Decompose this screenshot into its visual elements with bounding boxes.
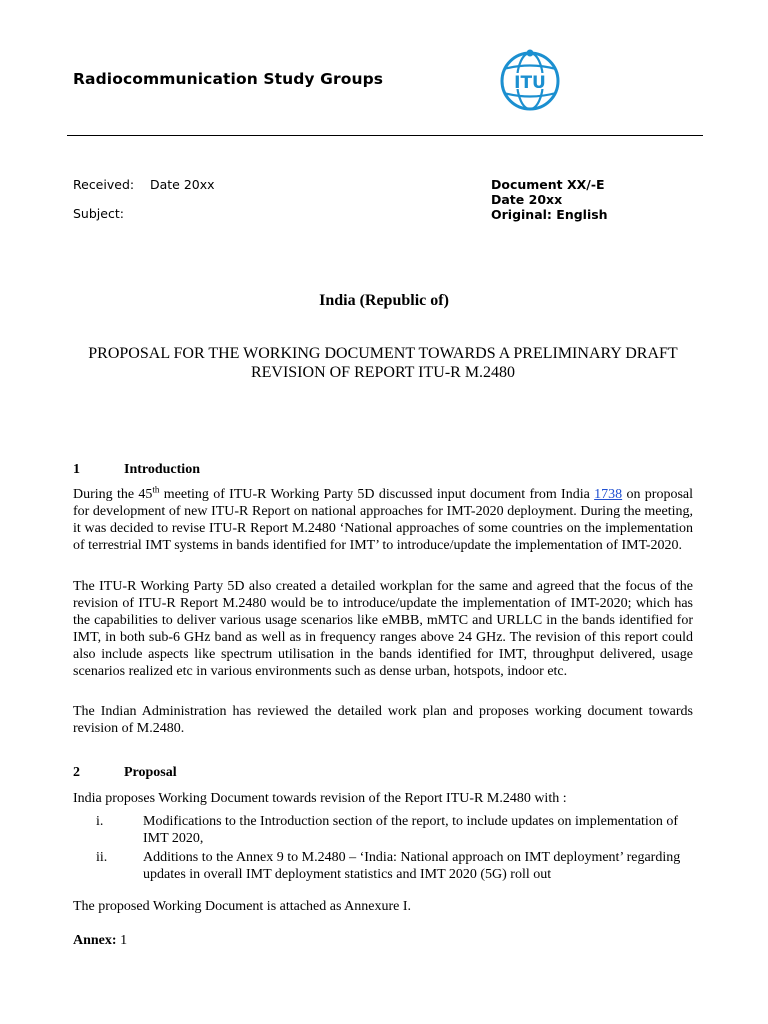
document-date: Date 20xx <box>491 192 563 207</box>
section-2-title: Proposal <box>124 765 177 780</box>
meta-right <box>491 177 608 222</box>
logo-text: ITU <box>514 73 546 93</box>
section-2-heading <box>73 765 177 781</box>
intro-paragraph-3: The Indian Administration has reviewed the detailed work plan and proposes working document towards revision of M.2480. <box>73 704 693 736</box>
meta-left <box>73 177 215 235</box>
proposal-list <box>73 813 693 885</box>
list-item-number: ii. <box>96 850 108 865</box>
intro-paragraph-2: The ITU-R Working Party 5D also created a detailed workplan for the same and agreed that the focus of the revision of ITU-R Report M.2480 would be to introduce/update the implementation of IMT-2020; which has the capabilities to deliver various usage scenarios like eMBB, mMTC and URLLC in the bands identified for IMT, in both sub-6 GHz band as well as in frequency ranges above 24 GHz. The revision of this report could also include aspects like spectrum utilisation in the bands identified for IMT, throughput delivered, usage scenarios realized etc in various environments such as dense urban, hotspots, indoor etc. <box>73 579 693 679</box>
section-2-number: 2 <box>73 765 80 780</box>
document-number: Document XX/-E <box>491 177 605 192</box>
section-1-number: 1 <box>73 462 80 477</box>
itu-logo <box>496 47 564 115</box>
list-item-text: Modifications to the Introduction section of the report, to include updates on implementation of IMT 2020, <box>143 814 678 846</box>
document-1738-link[interactable]: 1738 <box>594 487 623 502</box>
intro-paragraph-1: During the 45th meeting of ITU-R Working Party 5D discussed input document from India 1738 on proposal for development of new ITU-R Report on national approaches for IMT-2020 deployment. During the meeting, it was decided to revise ITU-R Report M.2480 ‘National approaches of some countries on the implementation of terrestrial IMT systems in bands identified for IMT’ to introduce/update the implementation of IMT-2020. <box>73 484 694 553</box>
proposal-closing: The proposed Working Document is attached as Annexure I. <box>73 899 412 914</box>
section-1-heading <box>73 462 200 478</box>
section-1-title: Introduction <box>124 462 200 477</box>
list-item-text: Additions to the Annex 9 to M.2480 – ‘India: National approach on IMT deployment’ regarding updates in overall IMT deployment statistics and IMT 2020 (5G) roll out <box>143 850 681 882</box>
document-title: PROPOSAL FOR THE WORKING DOCUMENT TOWARDS A PRELIMINARY DRAFT REVISION OF REPORT ITU-R M.2480 <box>88 345 678 381</box>
source-country: India (Republic of) <box>319 292 449 309</box>
annex-label: Annex: <box>73 933 117 948</box>
annex-value: 1 <box>120 933 128 948</box>
received-label: Received: <box>73 177 135 192</box>
annex-line <box>73 933 127 949</box>
list-item-number: i. <box>96 814 104 829</box>
header-rule <box>67 135 703 136</box>
subject-label: Subject: <box>73 206 124 221</box>
list-item <box>73 813 693 847</box>
received-value: Date 20xx <box>150 177 215 192</box>
proposal-intro: India proposes Working Document towards revision of the Report ITU-R M.2480 with : <box>73 791 567 806</box>
document-language: Original: English <box>491 207 608 222</box>
org-title: Radiocommunication Study Groups <box>73 70 384 88</box>
list-item <box>73 849 693 883</box>
